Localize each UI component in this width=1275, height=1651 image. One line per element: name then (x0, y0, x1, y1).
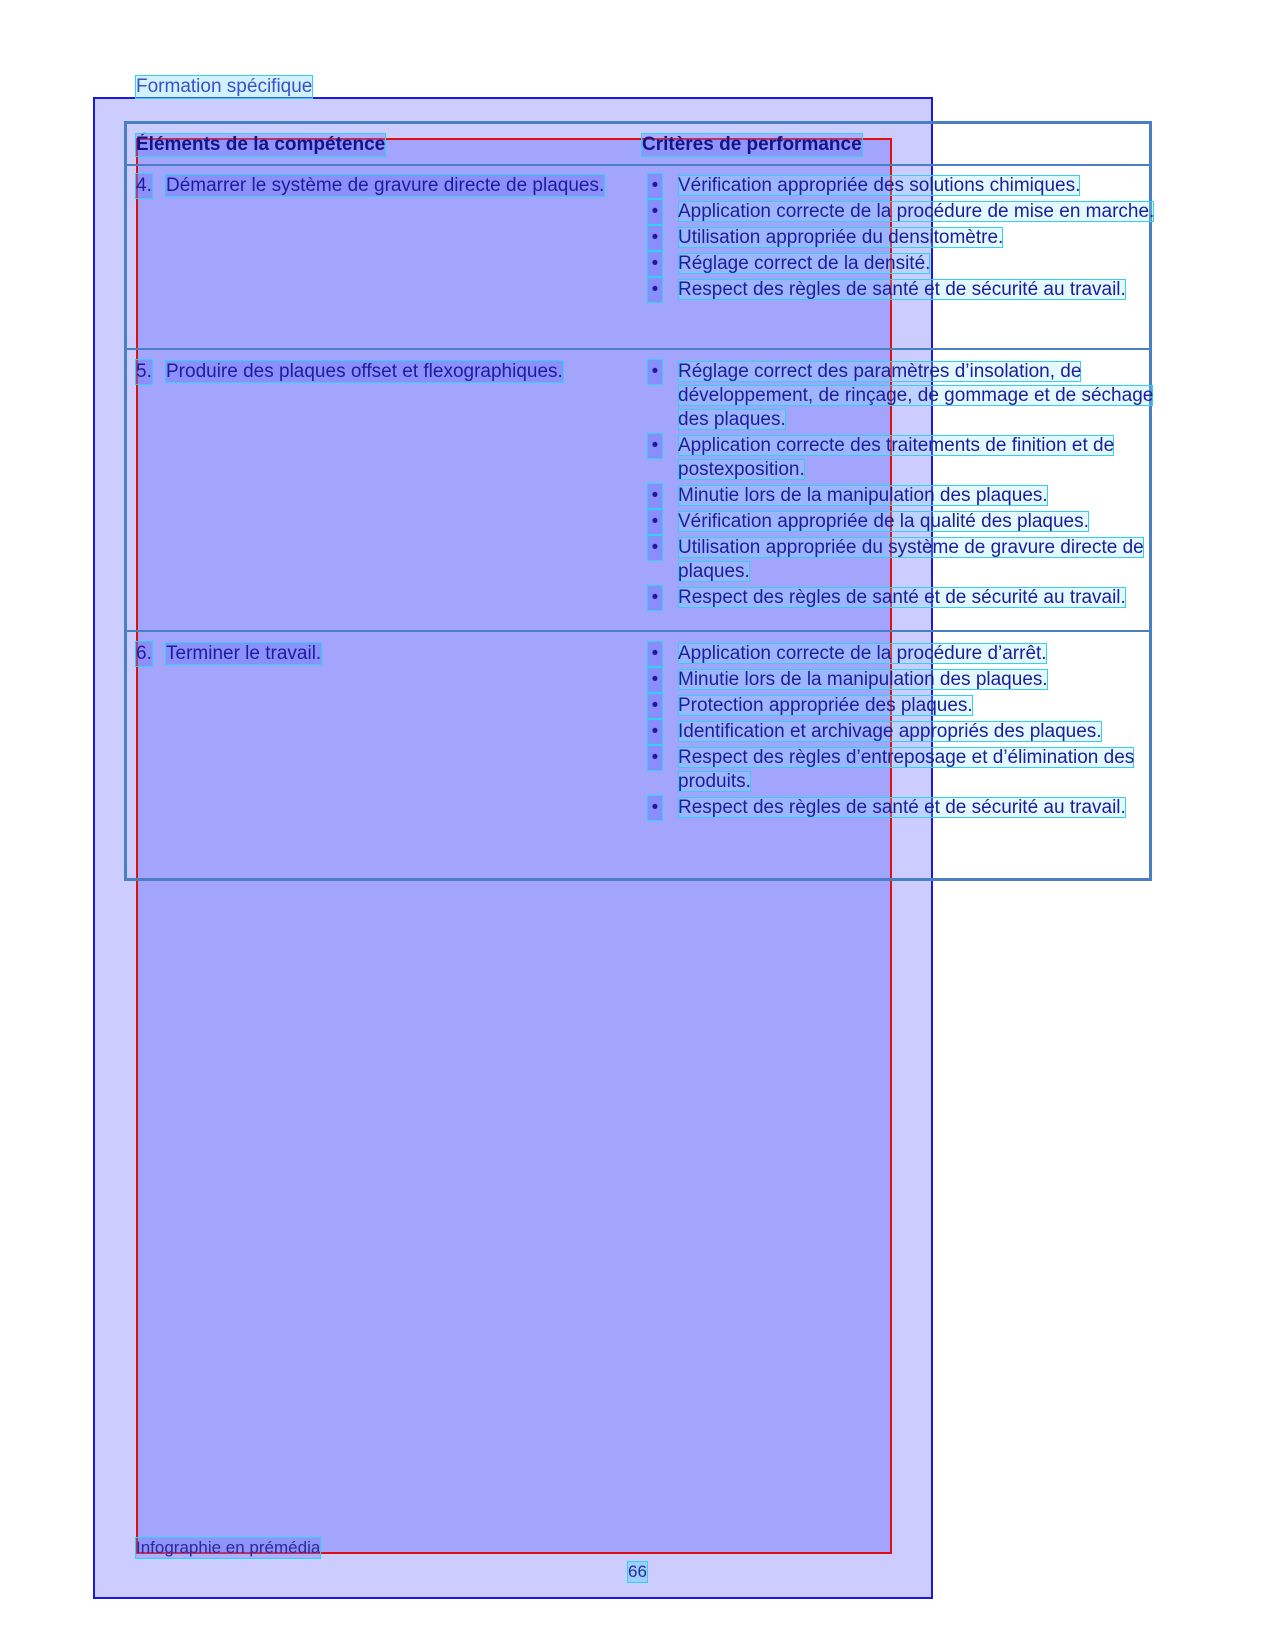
criterion-item: • Respect des règles de santé et de sécurité au travail. (648, 796, 1158, 820)
column-header-elements: Éléments de la compétence (136, 134, 386, 155)
table-row-divider-2 (124, 630, 1152, 632)
criteria-list-row-5 (648, 360, 1158, 612)
element-text: Terminer le travail. (166, 643, 322, 664)
criterion-item: • Protection appropriée des plaques. (648, 694, 1158, 718)
table-row-divider-1 (124, 348, 1152, 350)
criterion-item: • Respect des règles de santé et de sécurité au travail. (648, 586, 1158, 610)
element-row-5 (136, 360, 648, 384)
criterion-item: • Utilisation appropriée du densitomètre. (648, 226, 1158, 250)
element-number: 4. (136, 175, 152, 196)
criterion-item: • Vérification appropriée des solutions chimiques. (648, 174, 1158, 198)
criterion-item: • Identification et archivage appropriés des plaques. (648, 720, 1158, 744)
criterion-item: • Application correcte de la procédure de mise en marche. (648, 200, 1158, 224)
criterion-item: • Minutie lors de la manipulation des plaques. (648, 668, 1158, 692)
element-text: Démarrer le système de gravure directe de plaques. (166, 175, 605, 196)
criterion-item: • Respect des règles de santé et de sécurité au travail. (648, 278, 1158, 302)
section-title: Formation spécifique (136, 76, 313, 97)
criteria-list-row-4 (648, 174, 1158, 304)
element-number: 6. (136, 643, 152, 664)
criterion-item: • Vérification appropriée de la qualité des plaques. (648, 510, 1158, 534)
criteria-list-row-6 (648, 642, 1158, 822)
element-text: Produire des plaques offset et flexographiques. (166, 361, 563, 382)
criterion-item: • Utilisation appropriée du système de gravure directe de plaques. (648, 536, 1158, 584)
footer-program-name: Infographie en prémédia (136, 1538, 321, 1557)
table-header-divider (124, 164, 1152, 166)
column-header-criteria: Critères de performance (642, 134, 862, 155)
criterion-item: • Minutie lors de la manipulation des plaques. (648, 484, 1158, 508)
element-row-6 (136, 642, 648, 666)
criterion-item: • Respect des règles d’entreposage et d’élimination des produits. (648, 746, 1158, 794)
criterion-item: • Application correcte des traitements de finition et de postexposition. (648, 434, 1158, 482)
element-number: 5. (136, 361, 152, 382)
criterion-item: • Réglage correct de la densité. (648, 252, 1158, 276)
page-number: 66 (628, 1562, 647, 1581)
element-row-4 (136, 174, 648, 198)
criterion-item: • Application correcte de la procédure d’arrêt. (648, 642, 1158, 666)
criterion-item: • Réglage correct des paramètres d’insolation, de développement, de rinçage, de gommage et de séchage des plaques. (648, 360, 1158, 432)
